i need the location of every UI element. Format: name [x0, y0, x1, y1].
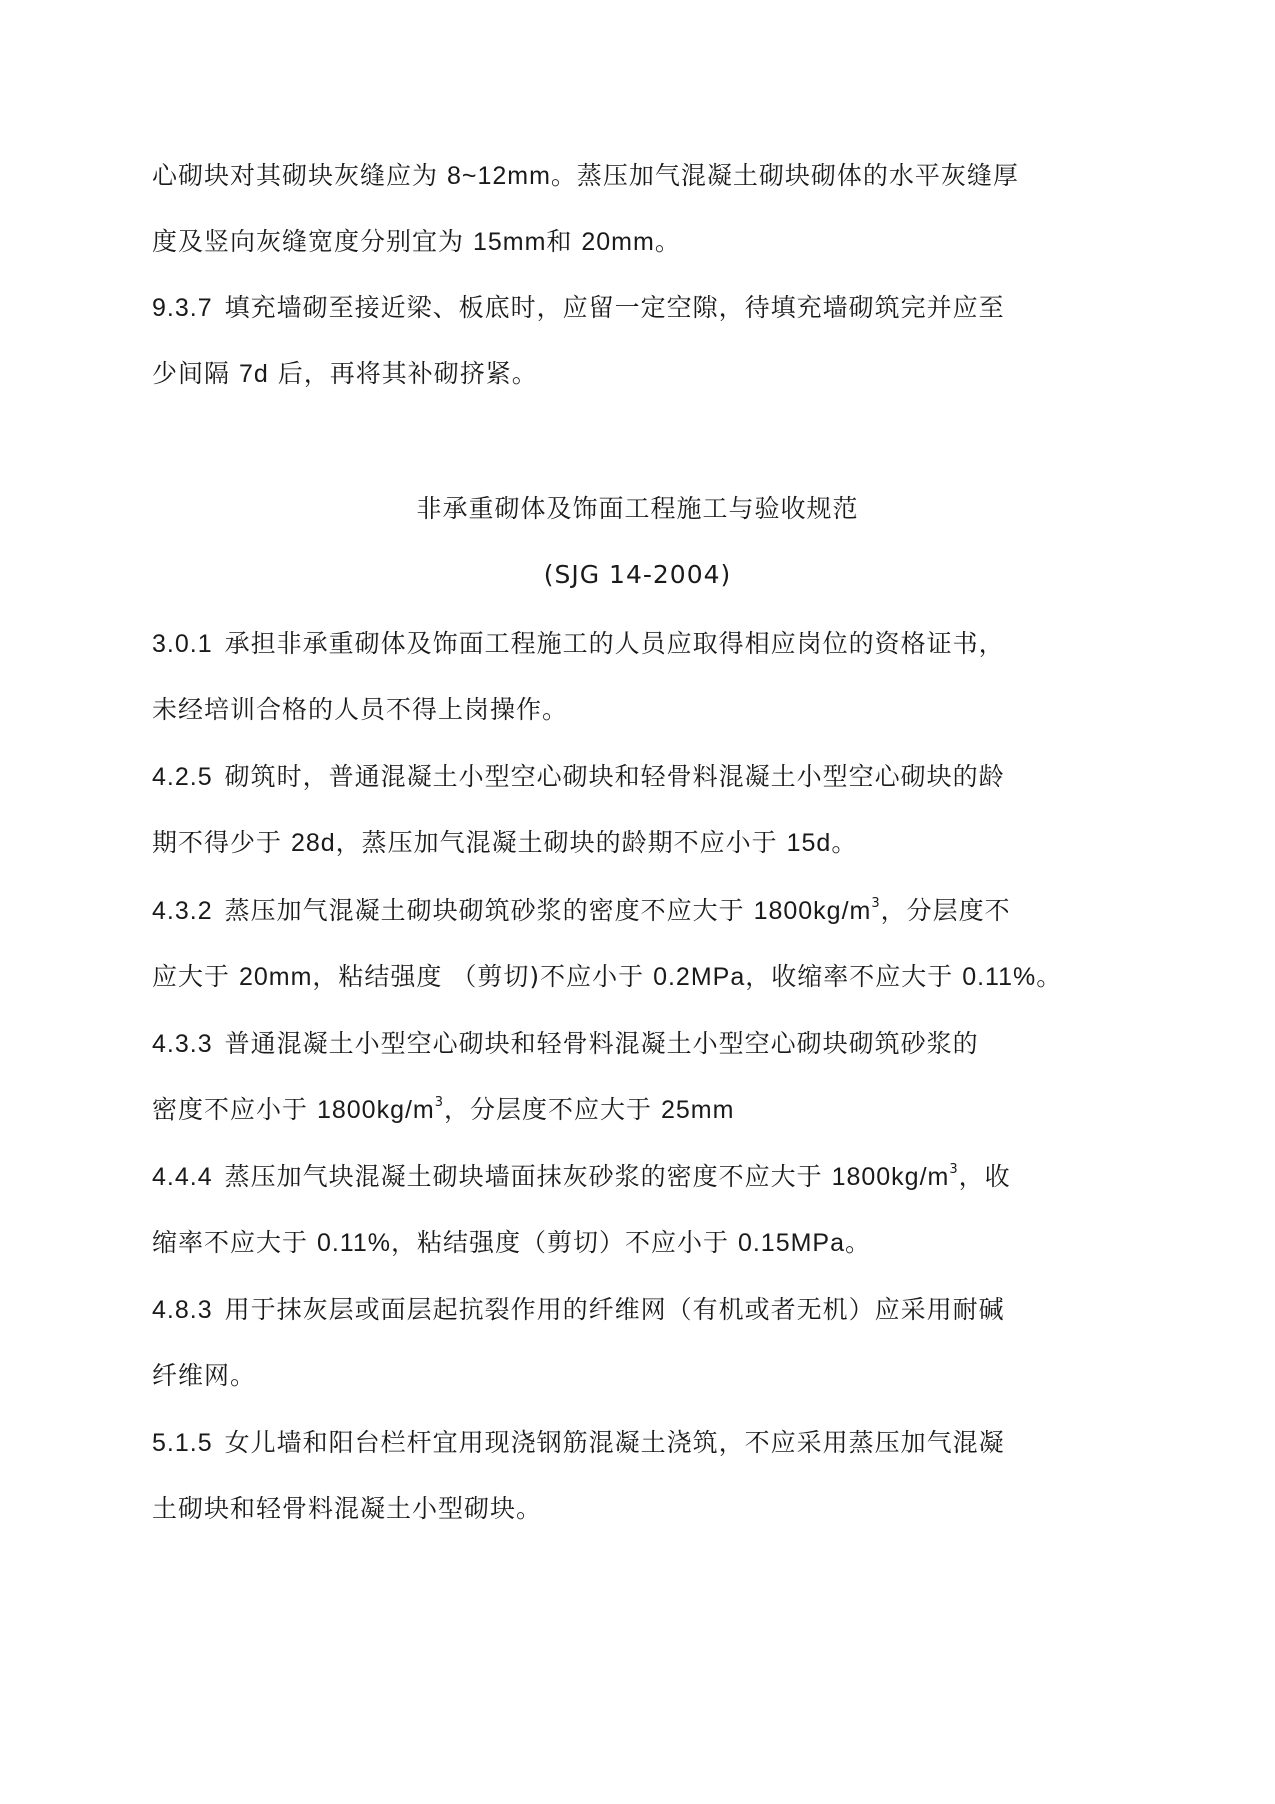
- clause-value: 0.11%: [316, 1229, 391, 1257]
- clause-432-line-2: [152, 959, 1062, 995]
- fragment-text: 度及竖向灰缝宽度分别宜为: [152, 227, 473, 256]
- clause-text: 填充墙砌至接近梁、板底时，应留一定空隙，待填充墙砌筑完并应至: [224, 293, 1005, 322]
- clause-444-line-1: [152, 1159, 1011, 1195]
- clause-value: 7d: [238, 360, 269, 388]
- clause-483-line-2: [152, 1358, 256, 1394]
- clause-text: 。: [845, 1228, 872, 1257]
- clause-text: 普通混凝土小型空心砌块和轻骨料混凝土小型空心砌块砌筑砂浆的: [224, 1029, 979, 1058]
- clause-515-line-2: [152, 1491, 542, 1527]
- clause-433-line-2: [152, 1092, 734, 1128]
- clause-425-line-2: [152, 825, 857, 861]
- fragment-text: 。: [654, 227, 681, 256]
- clause-value: 28d: [290, 829, 336, 857]
- clause-number: 5.1.5: [152, 1429, 213, 1457]
- clause-text: 砌筑时，普通混凝土小型空心砌块和轻骨料混凝土小型空心砌块的龄: [224, 762, 1005, 791]
- clause-value: 0.11%: [962, 963, 1037, 991]
- clause-value: 1800kg/m: [316, 1096, 435, 1124]
- clause-text: ，粘结强度（剪切）不应小于: [390, 1228, 738, 1257]
- clause-937-line-1: [152, 290, 1005, 326]
- clause-value: 25mm: [660, 1096, 735, 1124]
- superscript: 3: [871, 896, 881, 911]
- clause-text: 少间隔: [152, 359, 239, 388]
- clause-433-line-1: [152, 1026, 979, 1062]
- clause-value: 0.15MPa: [737, 1229, 845, 1257]
- clause-text: ，收缩率不应大于: [745, 962, 963, 991]
- clause-425-line-1: [152, 759, 1005, 795]
- clause-text: 期不得少于: [152, 828, 291, 857]
- clause-444-line-2: [152, 1225, 871, 1261]
- clause-text: 后，再将其补砌挤紧。: [268, 359, 538, 388]
- clause-text: ，蒸压加气混凝土砌块的龄期不应小于: [335, 828, 787, 857]
- clause-text: ，分层度不: [880, 896, 1011, 925]
- superscript: 3: [434, 1095, 445, 1110]
- clause-text: 未经培训合格的人员不得上岗操作。: [152, 695, 569, 724]
- clause-number: 4.4.4: [152, 1163, 213, 1191]
- clause-text: ，粘结强度 （剪切)不应小于: [312, 962, 654, 991]
- clause-937-line-2: [152, 356, 538, 392]
- fragment-line-2: [152, 224, 681, 260]
- clause-value: 15d: [786, 829, 832, 857]
- clause-515-line-1: [152, 1425, 1005, 1461]
- clause-number: 4.8.3: [152, 1296, 213, 1324]
- clause-value: 20mm: [238, 963, 313, 991]
- clause-text: ，分层度不应大于: [444, 1095, 661, 1124]
- clause-text: 。: [1036, 962, 1063, 991]
- fragment-value: 15mm: [472, 228, 547, 256]
- clause-number: 4.2.5: [152, 763, 213, 791]
- clause-text: 密度不应小于: [152, 1095, 317, 1124]
- fragment-text: 和: [546, 227, 582, 256]
- clause-432-line-1: [152, 893, 1011, 929]
- clause-text: 用于抹灰层或面层起抗裂作用的纤维网（有机或者无机）应采用耐碱: [224, 1295, 1005, 1324]
- fragment-line-1: [152, 158, 1019, 194]
- clause-text: 女儿墙和阳台栏杆宜用现浇钢筋混凝土浇筑，不应采用蒸压加气混凝: [224, 1428, 1005, 1457]
- clause-text: 缩率不应大于: [152, 1228, 317, 1257]
- clause-number: 9.3.7: [152, 294, 213, 322]
- clause-text: 应大于: [152, 962, 239, 991]
- clause-text: ，收: [958, 1162, 1011, 1191]
- clause-value: 0.2MPa: [653, 963, 746, 991]
- clause-number: 4.3.3: [152, 1030, 213, 1058]
- clause-number: 4.3.2: [152, 897, 213, 925]
- section-code: (SJG 14-2004): [543, 560, 732, 589]
- clause-text: 承担非承重砌体及饰面工程施工的人员应取得相应岗位的资格证书，: [224, 629, 1005, 658]
- clause-value: 1800kg/m: [753, 897, 872, 925]
- clause-value: 1800kg/m: [831, 1163, 950, 1191]
- superscript: 3: [949, 1162, 959, 1177]
- fragment-value: 8~12mm: [446, 162, 551, 190]
- clause-text: 。: [831, 828, 858, 857]
- clause-text: 蒸压加气混凝土砌块砌筑砂浆的密度不应大于: [224, 896, 754, 925]
- fragment-text: 心砌块对其砌块灰缝应为: [152, 161, 447, 190]
- clause-483-line-1: [152, 1292, 1005, 1328]
- clause-number: 3.0.1: [152, 630, 213, 658]
- clause-text: 土砌块和轻骨料混凝土小型砌块。: [152, 1494, 543, 1523]
- clause-301-line-1: [152, 626, 1005, 662]
- clause-301-line-2: [152, 692, 568, 728]
- clause-text: 蒸压加气块混凝土砌块墙面抹灰砂浆的密度不应大于: [224, 1162, 832, 1191]
- fragment-value: 20mm: [581, 228, 655, 256]
- clause-text: 纤维网。: [152, 1361, 257, 1390]
- section-title: 非承重砌体及饰面工程施工与验收规范: [416, 494, 859, 523]
- fragment-text: 。蒸压加气混凝土砌块砌体的水平灰缝厚: [550, 161, 1019, 190]
